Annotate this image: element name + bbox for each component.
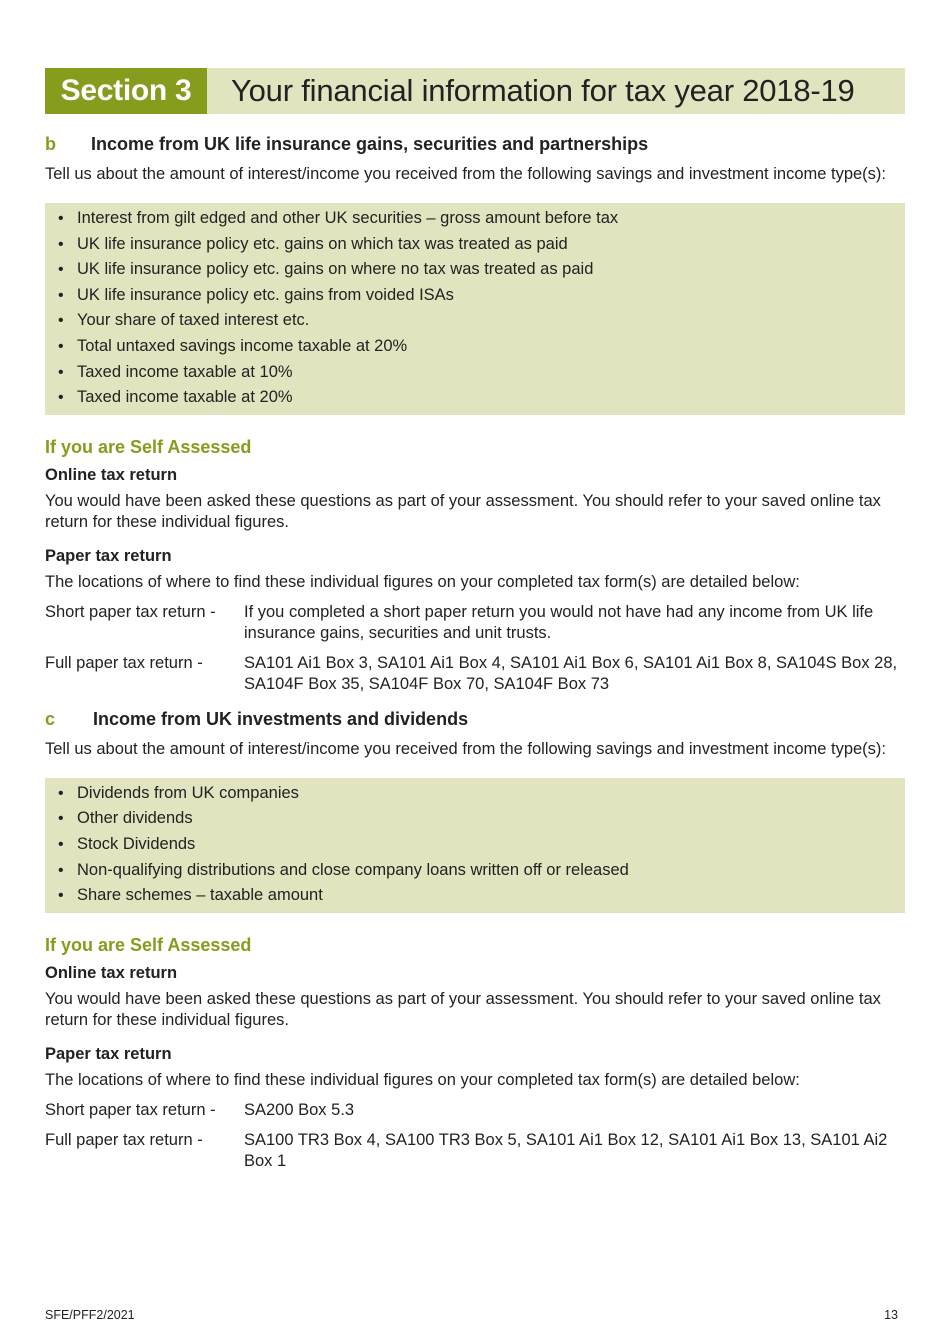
paper-tax-return-intro: The locations of where to find these individual figures on your completed tax form(s) are detailed below: xyxy=(45,572,800,591)
full-paper-value: SA101 Ai1 Box 3, SA101 Ai1 Box 4, SA101 Ai1 Box 6, SA101 Ai1 Box 8, SA104S Box 28, SA104F Box 35, SA104F Box 70, SA104F Box 73 xyxy=(244,653,898,693)
subsection-letter: b xyxy=(45,134,56,154)
short-paper-value: SA200 Box 5.3 xyxy=(244,1100,355,1119)
online-tax-return-label: Online tax return xyxy=(45,963,178,982)
bullet-icon: • xyxy=(58,337,64,355)
list-item: • UK life insurance policy etc. gains on where no tax was treated as paid xyxy=(57,257,905,283)
subsection-b-intro: Tell us about the amount of interest/income you received from the following savings and investment income type(s): xyxy=(45,165,887,183)
section-title: Your financial information for tax year 2018-19 xyxy=(231,73,855,108)
list-item: • Non-qualifying distributions and close company loans written off or released xyxy=(57,858,905,884)
income-types-list-c xyxy=(45,778,905,913)
list-item: • Your share of taxed interest etc. xyxy=(57,308,905,334)
full-paper-row xyxy=(45,653,905,695)
paper-tax-return-label: Paper tax return xyxy=(45,1044,172,1063)
list-item: • Stock Dividends xyxy=(57,832,905,858)
bullet-icon: • xyxy=(58,261,64,279)
full-paper-value: SA100 TR3 Box 4, SA100 TR3 Box 5, SA101 Ai1 Box 12, SA101 Ai1 Box 13, SA101 Ai2 Box 1 xyxy=(244,1130,888,1170)
subsection-c-heading xyxy=(45,709,905,730)
list-item: • Taxed income taxable at 20% xyxy=(57,385,905,411)
list-item: • Interest from gilt edged and other UK securities – gross amount before tax xyxy=(57,206,905,232)
short-paper-value: If you completed a short paper return you would not have had any income from UK life insurance gains, securities and unit trusts. xyxy=(244,602,874,642)
bullet-icon: • xyxy=(58,861,64,879)
list-item: • Dividends from UK companies xyxy=(57,781,905,807)
document-page xyxy=(45,68,905,1172)
short-paper-label: Short paper tax return - xyxy=(45,1100,216,1119)
bullet-icon: • xyxy=(58,810,64,828)
bullet-icon: • xyxy=(58,210,64,227)
online-tax-return-text: You would have been asked these questions as part of your assessment. You should refer to your saved online tax return for these individual figures. xyxy=(45,989,881,1029)
subsection-letter: c xyxy=(45,708,56,729)
subsection-title: Income from UK investments and dividends xyxy=(93,708,469,729)
full-paper-row xyxy=(45,1130,905,1172)
self-assessed-heading: If you are Self Assessed xyxy=(45,934,252,955)
bullet-icon: • xyxy=(58,286,64,304)
list-item: • Total untaxed savings income taxable at 20% xyxy=(57,334,905,360)
bullet-icon: • xyxy=(58,784,64,802)
bullet-icon: • xyxy=(58,312,64,330)
short-paper-label: Short paper tax return - xyxy=(45,602,216,621)
paper-tax-return-intro: The locations of where to find these individual figures on your completed tax form(s) are detailed below: xyxy=(45,1070,800,1089)
subsection-title: Income from UK life insurance gains, securities and partnerships xyxy=(91,134,649,154)
section-label: Section 3 xyxy=(45,68,207,114)
full-paper-label: Full paper tax return - xyxy=(45,653,203,672)
list-item: • Other dividends xyxy=(57,806,905,832)
form-code: SFE/PFF2/2021 xyxy=(45,1308,135,1322)
bullet-icon: • xyxy=(58,389,64,407)
list-item: • UK life insurance policy etc. gains on which tax was treated as paid xyxy=(57,232,905,258)
self-assessed-heading: If you are Self Assessed xyxy=(45,436,252,457)
online-tax-return-text: You would have been asked these questions as part of your assessment. You should refer to your saved online tax return for these individual figures. xyxy=(45,491,881,531)
page-number: 13 xyxy=(884,1308,898,1322)
list-item: • UK life insurance policy etc. gains from voided ISAs xyxy=(57,283,905,309)
section-banner xyxy=(45,68,905,114)
full-paper-label: Full paper tax return - xyxy=(45,1130,203,1149)
online-tax-return-label: Online tax return xyxy=(45,465,178,484)
bullet-icon: • xyxy=(58,887,64,905)
income-types-list-b xyxy=(45,203,905,415)
subsection-b-heading xyxy=(45,134,905,155)
list-item: • Taxed income taxable at 10% xyxy=(57,360,905,386)
short-paper-row xyxy=(45,1100,905,1121)
subsection-c-intro: Tell us about the amount of interest/income you received from the following savings and investment income type(s): xyxy=(45,739,887,758)
bullet-icon: • xyxy=(58,835,64,853)
bullet-icon: • xyxy=(58,363,64,381)
list-item: • Share schemes – taxable amount xyxy=(57,883,905,909)
short-paper-row xyxy=(45,602,905,644)
paper-tax-return-label: Paper tax return xyxy=(45,546,172,565)
bullet-icon: • xyxy=(58,235,64,253)
